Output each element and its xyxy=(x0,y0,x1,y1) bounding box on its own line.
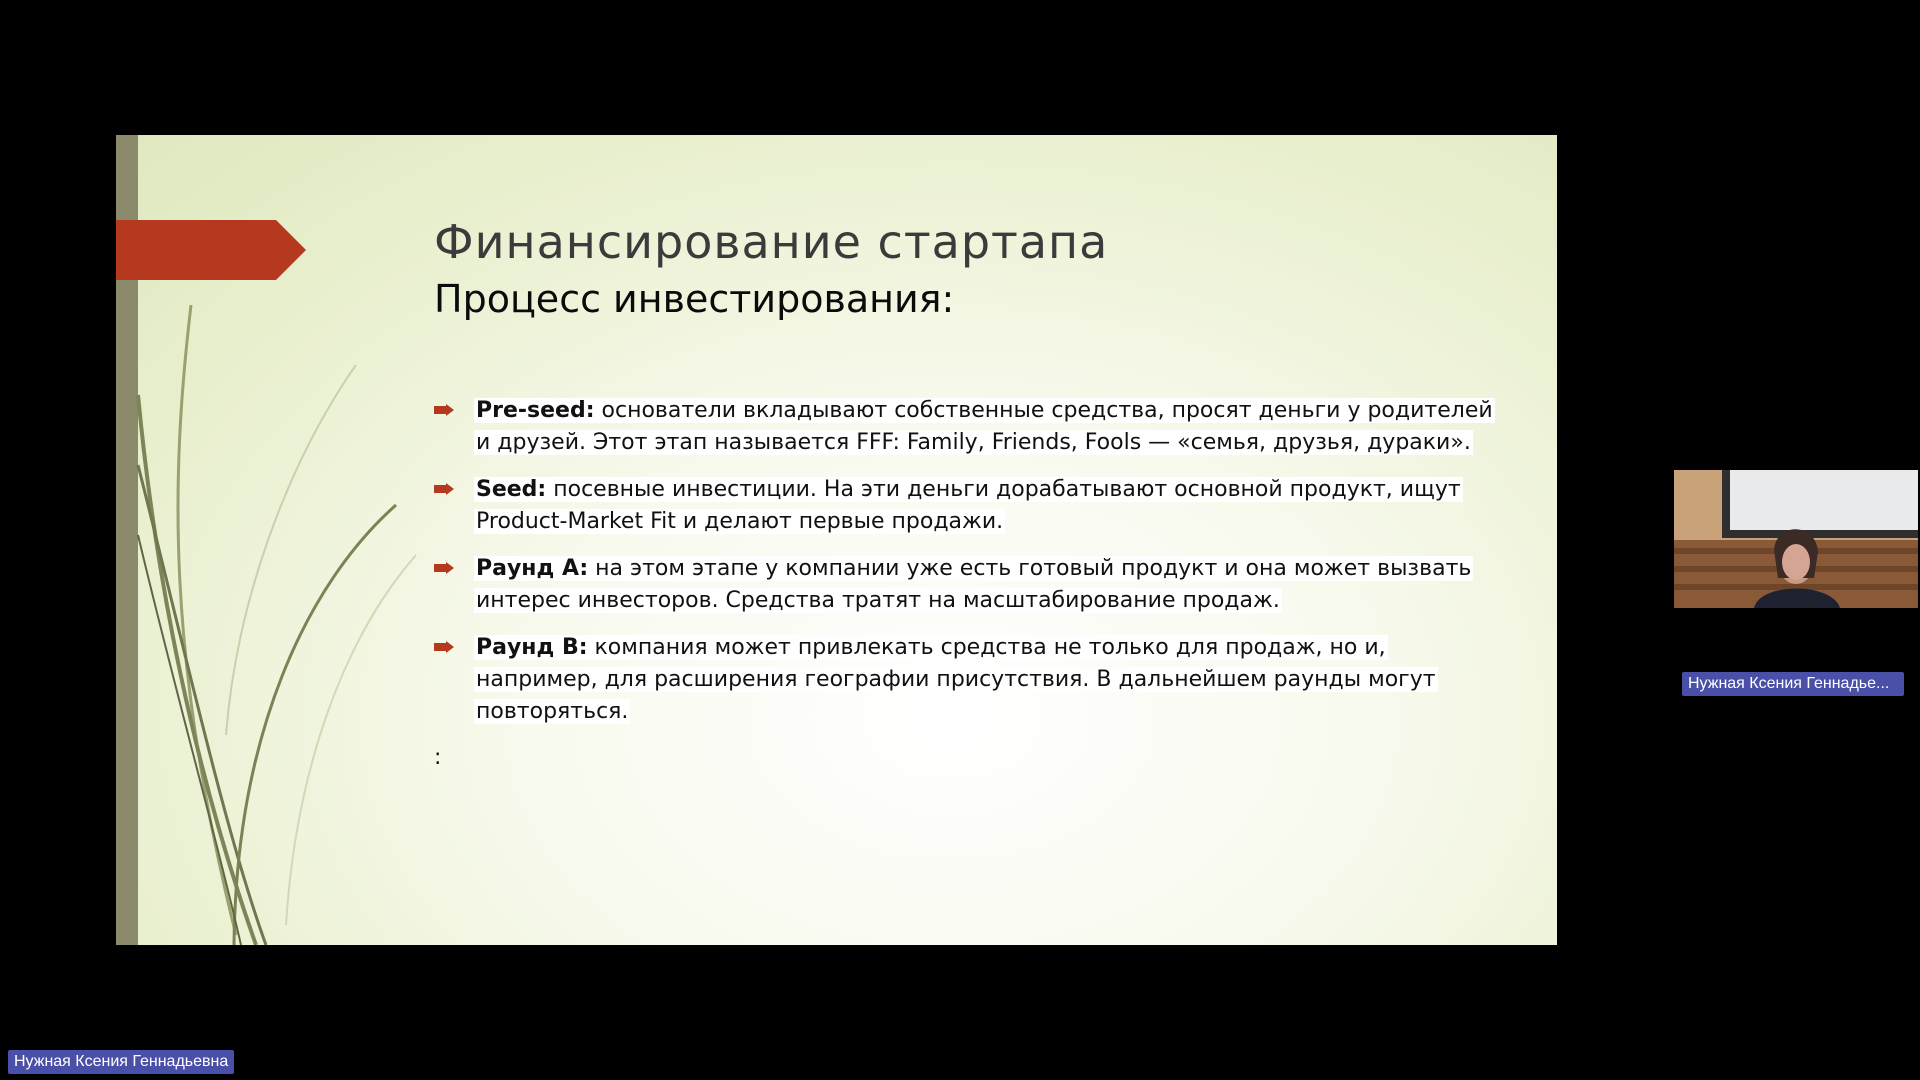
participant-name-badge: Нужная Ксения Геннадье... xyxy=(1682,672,1904,696)
presentation-slide xyxy=(116,135,1557,945)
bullet-arrow-icon xyxy=(434,483,454,495)
bullet-lead: Раунд A: xyxy=(476,556,589,581)
bullet-item-round-b xyxy=(434,632,1504,728)
bullet-body: компания может привлекать средства не только для продаж, но и, например, для расширения географии присутствия. В дальнейшем раунды могут повторяться. xyxy=(476,635,1436,724)
bullet-lead: Pre-seed: xyxy=(476,398,595,423)
bullet-arrow-icon xyxy=(434,562,454,574)
participant-video-frame xyxy=(1674,470,1918,608)
bullet-item-round-a xyxy=(434,553,1504,617)
bullet-lead: Раунд B: xyxy=(476,635,588,660)
bullet-list xyxy=(434,395,1504,743)
presenter-name-badge: Нужная Ксения Геннадьевна xyxy=(8,1050,234,1074)
slide-subtitle: Процесс инвестирования: xyxy=(434,277,955,321)
bullet-body: основатели вкладывают собственные средства, просят деньги у родителей и друзей. Этот этап называется FFF: Family, Friends, Fools — «семья, друзья, дураки». xyxy=(476,398,1493,455)
bullet-lead: Seed: xyxy=(476,477,547,502)
title-accent-arrow xyxy=(116,220,306,280)
bullet-item-pre-seed xyxy=(434,395,1504,459)
bullet-arrow-icon xyxy=(434,404,454,416)
bullet-body: на этом этапе у компании уже есть готовый продукт и она может вызвать интерес инвесторов. Средства тратят на масштабирование продаж. xyxy=(476,556,1472,613)
trailing-text: : xyxy=(434,745,442,770)
bullet-arrow-icon xyxy=(434,641,454,653)
bullet-item-seed xyxy=(434,474,1504,538)
bullet-body: посевные инвестиции. На эти деньги дорабатывают основной продукт, ищут Product-Market Fit и делают первые продажи. xyxy=(476,477,1461,534)
slide-title: Финансирование стартапа xyxy=(434,215,1109,269)
participant-video-thumbnail[interactable] xyxy=(1674,470,1918,608)
